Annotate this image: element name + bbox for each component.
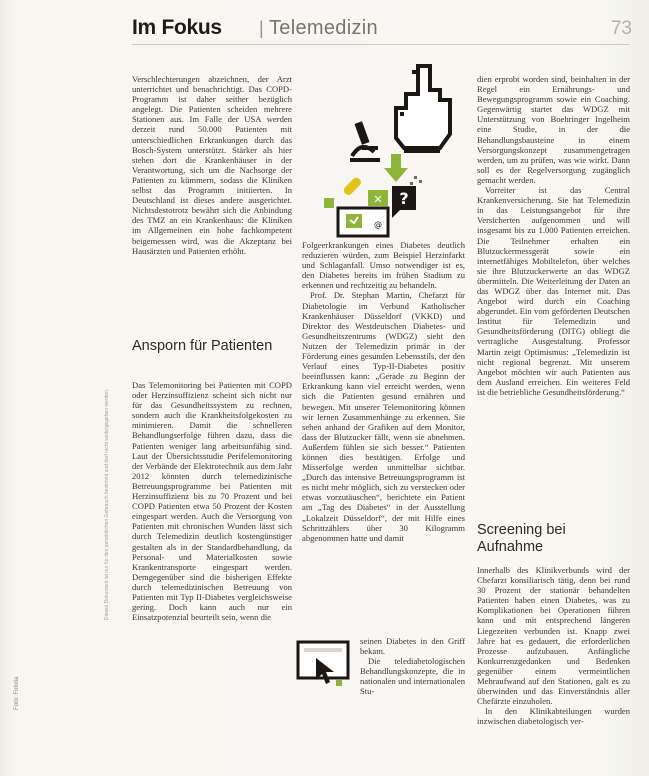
green-square [336,680,342,686]
column-3-bottom [477,565,630,727]
dots-decoration [410,176,422,185]
header-title: Im Fokus [132,16,222,39]
header-separator: | [259,18,264,38]
subheading-screening: Screening bei Aufnahme [477,522,566,555]
subheading-ansporn: Ansporn für Patienten [132,338,273,354]
paragraph: In den Klinikabteilungen wurden inzwischen diabetologisch ver- [477,706,630,727]
column-2 [302,240,465,543]
screen-bar [304,648,342,652]
monitor-icon [338,208,388,236]
telemedicine-illustration [300,60,470,240]
page-header [132,16,632,46]
header-rule [132,44,630,45]
column-1-top [132,74,292,256]
paragraph: Verschlechterungen abzeichnen, der Arzt unterrichtet und benachrichtigt. Das COPD-Programm ist daher seither bezüglich angelegt. Die Patienten scheiden mehrere Stationen aus. Im Falle der USA werden derzeit rund 50.000 Patienten mit unterschiedlichen Erkrankungen durch das Bosch-System unterstützt. Stärker als hier stehen dort die Krankenhäuser in der Verantwortung, sich um die Nachsorge der Patienten zu kümmern, sodass die Kliniken selbst das Programm initiierten. In Deutschland ist dieses andere ausgerichtet. Nichtsdestotrotz bewährt sich die Anbindung des TMZ an ein Krankenhaus: die Kliniken im Allgemeinen ein hohe fachkompetent beigemessen wird, was die Akzeptanz bei Hausärzten und Patienten erhöht. [132,74,292,256]
copyright-note: Dieses Dokument ist nur für den persönlichen Gebrauch bestimmt und darf nicht weitergegeben werden. [104,388,110,620]
column-3-top [477,74,630,397]
page-number: 73 [610,18,632,39]
question-icon [392,186,416,218]
column-2-narrow [360,636,465,697]
photo-credit: Foto: Fotolia [14,676,20,710]
paragraph: Das Telemonitoring bei Patienten mit COPD oder Herzinsuffizienz scheint sich nicht nur für das Gesundheitssystem zu rechnen, sondern auch die Krankheitsfolgekosten zu minimieren. Damit die schnelleren Behandlungserfolge führen dazu, dass die Patienten weniger lang arbeitsunfähig sind. Laut der Übersichtsstudie Perifelemonitoring der Verbände der Elektrotechnik aus dem Jahr 2012 könnten durch telemedizinische Betreuungsprogramme bei Patienten mit Herzinsuffizienz bis zu 70 Prozent und bei COPD Patienten etwa 50 Prozent der Kosten eingespart werden. Auch die Versorgung von Patienten mit chronischen Wunden lässt sich durch Telemedizin deutlich kostengünstiger gestalten als in der Standardbehandlung, da Personal- und Materialkosten sowie Krankentransporte eingespart werden. Demgegenüber sind die bisherigen Effekte durch telemedizinischen Betreuung von Patienten mit Typ II-Diabetes vergleichsweise gering. Doch kann auch nur ein Einsatzpotenzial beurteilt sein, wenn die [132,380,292,623]
paragraph: Vorreiter ist das Central Krankenversicherung. Sie hat Telemedizin in das Leistungsangebot für ihre Versicherten aufgenommen und will insgesamt bis zu 1.000 Patienten erreichen. Die Teilnehmer erhalten ein Blutzuckermessgerät sowie ein internetfähiges Mobiltelefon, über welches sie ihre Blutzuckerwerte an das WDGZ übermitteln. Die Weiterleitung der Daten an das WDGZ über das Internet mit. Das Angebot wird durch ein Coaching abgerundet. Ein vom geförderten Deutschen Institut für Telemedizin und Gesundheitsförderung (DITG) obliegt die vertragliche Ausgestaltung. Professor Martin zeigt Optimismus: „Telemedizin ist nicht regional begrenzt. Mit unserem Angebot möchten wir auch Patienten aus dem Ausland erreichen. Ein weiteres Feld ist die betriebliche Gesundheitsförderung.“ [477,185,630,397]
cursor-illustration [296,636,354,696]
paragraph: Die telediabetologischen Behandlungskonzepte, die in nationalen und internationalen Stu- [360,656,465,697]
paragraph: dien erprobt worden sind, beinhalten in der Regel ein Ernährungs- und Bewegungsprogramm sowie ein Coaching. Gegenwärtig startet das WDGZ mit Unterstützung von Boehringer Ingelheim eine Studie, in der die Behandlungsbausteine in einem Versorgungskonzept zusammengetragen werden, um zu prüfen, was wie wirkt. Dann soll es der Regelversorgung zugänglich gemacht werden. [477,74,630,185]
paragraph: Prof. Dr. Stephan Martin, Chefarzt für Diabetologie im Verbund Katholischer Krankenhäuser Düsseldorf (VKKD) und Direktor des Westdeutschen Diabetes- und Gesundheitszentrums (WDGZ) sieht den Nutzen der Telemedizin primär in der Förderung eines gesunden Lebensstils, der den Verlauf eines Typ-II-Diabetes positiv beeinflussen kann: „Gerade zu Beginn der Erkrankung kann viel erreicht werden, wenn sich die Patienten gesund ernähren und bewegen. Mit unserer Telemonitoring können wir lernen Zusammenhänge zu erkennen. Sie sehen anhand der Grafiken auf dem Monitor, dass der Blutzucker fällt, wenn sie abnehmen. Außerdem fühlen sie sich besser.“ Patienten können dies bestätigen. Erfolge und Misserfolge werden unmittelbar sichtbar. „Durch das intensive Betreuungsprogramm ist es nicht mehr möglich, sich zu verstecken oder etwas vorzutäuschen“, berichtete ein Patient am „Tag des Diabetes“ in der Ausstellung „Lokalzeit Düsseldorf“, der mit Hilfe eines Schrittzählers über 30 Kilogramm abgenommen hatte und damit [302,290,465,543]
header-section: Telemedizin [269,17,378,39]
heart-chat-icon [368,190,388,206]
svg-text:?: ? [399,189,409,208]
paragraph: Innerhalb des Klinikverbunds wird der Chefarzt konsiliarisch tätig, denn bei rund 30 Prozent der stationär behandelten Patienten haben einen Diabetes, was zu Komplikationen bei Operationen führen kann und mit entsprechend längeren Liegezeiten verbunden ist. Knapp zwei Jahre hat es gedauert, die erforderlichen Prozesse aufzubauen. Anfängliche Konkurrenzgedanken und Bedenken gegenüber einem vermeintlichen Mehraufwand auf den Stationen, galt es zu überwinden und das Einverständnis aller Chefärzte einzuholen. [477,565,630,707]
paragraph: Folgeerkrankungen eines Diabetes deutlich reduzieren würden, zum Beispiel Herzinfarkt und Schlaganfall. Umso notwendiger ist es, den Diabetes bereits im frühen Stadium zu erkennen und rechtzeitig zu behandeln. [302,240,465,291]
paragraph: seinen Diabetes in den Griff bekam. [360,636,465,657]
svg-text:@: @ [374,220,382,229]
download-arrow-icon [384,154,408,182]
svg-text:✕: ✕ [373,193,383,206]
pointing-hand-icon [396,66,450,153]
pill-icon [324,176,363,208]
column-1-bottom [132,380,292,622]
microscope-icon [350,121,380,162]
